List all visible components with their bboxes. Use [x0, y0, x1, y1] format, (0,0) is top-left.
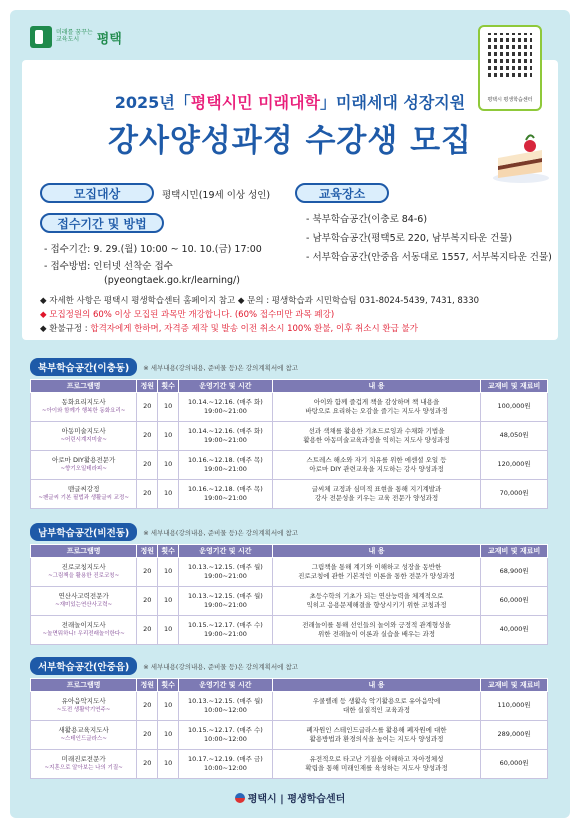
target-tag: 모집대상 — [40, 183, 154, 203]
table-cell: 10.15.~12.17. (매주 수) 10:00~12:00 — [179, 721, 273, 750]
table-cell: 아이와 함께 즐겁게 책을 감상하며 책 내용을 바탕으로 요리하는 오감을 즐기는 지도사 양성과정 — [272, 393, 480, 422]
city-logo — [30, 26, 122, 48]
table-header-cell: 내 용 — [272, 380, 480, 393]
table-cell: 20 — [137, 558, 158, 587]
table-cell: 20 — [137, 393, 158, 422]
table-cell: 글씨체 교정과 심미적 표현을 통해 지기계발과 강사 전문성을 키우는 교육 전문가 양성과정 — [272, 480, 480, 509]
footer: 평택시 | 평생학습센터 — [0, 790, 580, 805]
table-cell: 새활용교육지도사 ~스테인드글라스~ — [31, 721, 137, 750]
table-cell: 스트레스 해소와 자기 치유를 위한 에센셜 오일 등 아로마 DIY 관련교육을 지도하는 강사 양성과정 — [272, 451, 480, 480]
table-cell: 10 — [158, 750, 179, 779]
table-row — [31, 721, 548, 750]
section-south — [30, 524, 548, 645]
location-1: - 북부학습공간(이충로 84-6) — [306, 214, 428, 225]
table-cell: 48,050원 — [481, 422, 548, 451]
table-row — [31, 692, 548, 721]
course-table — [30, 544, 548, 645]
table-cell: 10 — [158, 422, 179, 451]
city-logo-text: 미래를 꿈꾸는 교육도시 — [56, 29, 93, 43]
table-cell: 10 — [158, 587, 179, 616]
table-header-cell: 운영기간 및 시간 — [179, 545, 273, 558]
table-cell: 동화요리지도사 ~아이와 함께가 행복한 동화요리~ — [31, 393, 137, 422]
poster-title: 강사양성과정 수강생 모집 — [108, 123, 472, 159]
table-row — [31, 750, 548, 779]
note-minimum: ◆ 모집정원의 60% 이상 모집된 과목만 개강합니다. (60% 접수미만 과목 폐강) — [40, 310, 335, 320]
table-header-cell: 교재비 및 재료비 — [481, 545, 548, 558]
location-tag: 교육장소 — [295, 183, 389, 203]
table-header-cell: 내 용 — [272, 545, 480, 558]
table-cell: 그림책을 통해 계기와 이해하고 성장을 동반한 진로코칭에 관한 기본적인 이론을 통한 전문가 양성과정 — [272, 558, 480, 587]
table-cell: 연산사고력전문가 ~재미있는연산사고력~ — [31, 587, 137, 616]
table-cell: 10 — [158, 692, 179, 721]
course-table — [30, 678, 548, 779]
table-cell: 60,000원 — [481, 587, 548, 616]
table-cell: 20 — [137, 587, 158, 616]
table-cell: 미래진로전문가 ~지혼으로 알아보는 나의 기질~ — [31, 750, 137, 779]
table-cell: 10 — [158, 558, 179, 587]
table-cell: 10.17.~12.19. (매주 금) 10:00~12:00 — [179, 750, 273, 779]
target-value: 평택시민(19세 이상 성인) — [162, 190, 271, 201]
table-cell: 60,000원 — [481, 750, 548, 779]
table-cell: 10.13.~12.15. (매주 월) 19:00~21:00 — [179, 558, 273, 587]
table-cell: 20 — [137, 422, 158, 451]
table-cell: 10 — [158, 721, 179, 750]
apply-method: - 접수방법: 인터넷 선착순 접수 — [44, 261, 173, 272]
note-contact: ◆ 자세한 사항은 평택시 평생학습센터 홈페이지 참고 ◆ 문의 : 평생학습과 시민학습팀 031-8024-5439, 7431, 8330 — [40, 296, 480, 306]
table-row — [31, 558, 548, 587]
table-cell: 110,000원 — [481, 692, 548, 721]
table-cell: 10 — [158, 393, 179, 422]
cake-illustration-icon — [490, 128, 552, 184]
table-cell: 20 — [137, 750, 158, 779]
table-header-cell: 프로그램명 — [31, 679, 137, 692]
table-header-cell: 정원 — [137, 679, 158, 692]
city-logo-name: 평택 — [96, 31, 122, 47]
table-cell: 아로마 DIY활용전문가 ~향기오일테라피~ — [31, 451, 137, 480]
table-cell: 우쿨렐레 등 생활속 악기활용으로 유아음악에 대한 실질적인 교육과정 — [272, 692, 480, 721]
table-header-cell: 정원 — [137, 380, 158, 393]
city-emblem-icon — [235, 793, 245, 803]
table-cell: 120,000원 — [481, 451, 548, 480]
table-row — [31, 616, 548, 645]
table-cell: 10.13.~12.15. (매주 월) 19:00~21:00 — [179, 587, 273, 616]
table-cell: 선과 색채를 활용한 기초드로잉과 수채화 기법을 활용한 아동미술교육과정을 익히는 지도사 양성과정 — [272, 422, 480, 451]
table-row — [31, 422, 548, 451]
apply-url[interactable]: (pyeongtaek.go.kr/learning/) — [104, 275, 240, 286]
table-cell: 20 — [137, 721, 158, 750]
table-header-cell: 정원 — [137, 545, 158, 558]
table-cell: 20 — [137, 616, 158, 645]
table-cell: 10 — [158, 480, 179, 509]
table-cell: 70,000원 — [481, 480, 548, 509]
table-header-cell: 교재비 및 재료비 — [481, 679, 548, 692]
table-cell: 10.16.~12.18. (매주 목) 19:00~21:00 — [179, 451, 273, 480]
poster-subtitle: 2025년「평택시민 미래대학」미래세대 성장지원 — [114, 93, 466, 112]
table-cell: 20 — [137, 692, 158, 721]
qr-caption: 평택시 평생학습센터 — [487, 97, 533, 103]
table-cell: 맨글씨강정 ~펜글씨 기본 필법과 생활글씨 교정~ — [31, 480, 137, 509]
section-note: ※ 세부내용(강의내용, 준비물 등)은 강의계획서에 참고 — [143, 662, 299, 671]
table-cell: 10.16.~12.18. (매주 목) 19:00~21:00 — [179, 480, 273, 509]
table-header-cell: 횟수 — [158, 380, 179, 393]
table-cell: 진로코칭지도사 ~그림책을 활용한 진로코칭~ — [31, 558, 137, 587]
table-cell: 68,900원 — [481, 558, 548, 587]
section-title: 북부학습공간(이충동) — [30, 358, 137, 376]
table-header-cell: 운영기간 및 시간 — [179, 380, 273, 393]
table-row — [31, 451, 548, 480]
table-cell: 10.14.~12.16. (매주 화) 19:00~21:00 — [179, 393, 273, 422]
table-cell: 폐자원인 스테인드글라스를 활용해 폐자원에 대한 활용방법과 환경의식을 높이는 지도사 양성과정 — [272, 721, 480, 750]
table-cell: 유아음악지도사 ~도전 생활악기연주~ — [31, 692, 137, 721]
table-header-cell: 횟수 — [158, 545, 179, 558]
table-header-cell: 횟수 — [158, 679, 179, 692]
table-cell: 아동미술지도사 ~어린시계지미술~ — [31, 422, 137, 451]
table-header-cell: 운영기간 및 시간 — [179, 679, 273, 692]
apply-tag: 접수기간 및 방법 — [40, 213, 164, 233]
table-cell: 10 — [158, 451, 179, 480]
table-cell: 유전적으로 타고난 기질을 이해하고 자아정체성 확립을 통해 미래인재를 육성하는 지도사 양성과정 — [272, 750, 480, 779]
table-header-cell: 내 용 — [272, 679, 480, 692]
table-cell: 289,000원 — [481, 721, 548, 750]
table-row — [31, 393, 548, 422]
table-cell: 10.13.~12.15. (매주 월) 10:00~12:00 — [179, 692, 273, 721]
table-cell: 100,000원 — [481, 393, 548, 422]
location-3: - 서부학습공간(안중읍 서동대로 1557, 서부복지타운 건물) — [306, 252, 552, 263]
table-cell: 전래놀이를 통해 선인들의 놀이와 긍정적 관계형성을 위한 전래놀이 이론과 실습을 배우는 과정 — [272, 616, 480, 645]
section-north — [30, 359, 548, 509]
table-cell: 10.15.~12.17. (매주 수) 19:00~21:00 — [179, 616, 273, 645]
apply-period: - 접수기간: 9. 29.(월) 10:00 ~ 10. 10.(금) 17:00 — [44, 244, 262, 255]
table-cell: 전래놀이지도사 ~놀면뭐하니! 우리전래놀이한다~ — [31, 616, 137, 645]
location-2: - 남부학습공간(평택5로 220, 남부복지타운 건물) — [306, 233, 513, 244]
city-logo-icon — [30, 26, 52, 48]
table-cell: 20 — [137, 451, 158, 480]
table-cell: 10 — [158, 616, 179, 645]
table-row — [31, 587, 548, 616]
table-cell: 40,000원 — [481, 616, 548, 645]
section-note: ※ 세부내용(강의내용, 준비물 등)은 강의계획서에 참고 — [143, 528, 299, 537]
section-note: ※ 세부내용(강의내용, 준비물 등)은 강의계획서에 참고 — [143, 363, 299, 372]
section-west — [30, 658, 548, 779]
section-title: 서부학습공간(안중읍) — [30, 657, 137, 675]
note-refund: ◆ 환불규정 : 합격자에게 한하며, 자격증 제작 및 발송 이전 취소시 100% 환불, 이후 취소시 환급 불가 — [40, 324, 418, 334]
table-cell: 10.14.~12.16. (매주 화) 19:00~21:00 — [179, 422, 273, 451]
table-header-cell: 교재비 및 재료비 — [481, 380, 548, 393]
course-table — [30, 379, 548, 509]
section-title: 남부학습공간(비전동) — [30, 523, 137, 541]
table-row — [31, 480, 548, 509]
table-header-cell: 프로그램명 — [31, 380, 137, 393]
table-header-cell: 프로그램명 — [31, 545, 137, 558]
table-cell: 20 — [137, 480, 158, 509]
table-cell: 초등수학의 기초가 되는 연산능력을 체계적으로 익히고 응용문제해결을 향상시키기 위한 코칭과정 — [272, 587, 480, 616]
